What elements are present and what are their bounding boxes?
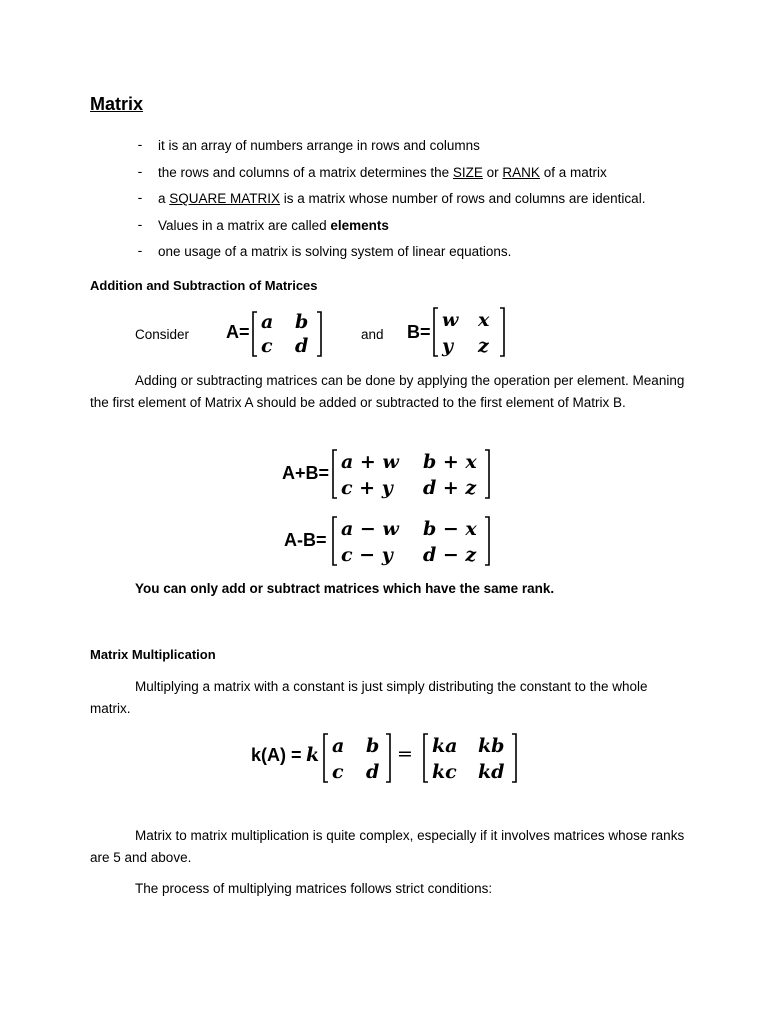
bullet-item <box>135 216 735 243</box>
bullet-text <box>158 136 480 156</box>
bullet-text <box>158 216 389 236</box>
bullet-text-segment: it is an array of numbers arrange in rows and columns <box>158 138 480 153</box>
consider-label: Consider <box>135 327 190 342</box>
matrix-cell: x <box>478 309 490 331</box>
sum-label: A+B= <box>282 463 330 483</box>
bullet-item <box>135 136 735 163</box>
scalar-k: k <box>306 744 320 766</box>
difference-label: A-B= <box>284 530 327 550</box>
right-bracket <box>317 312 321 356</box>
bullet-marker: - <box>137 242 143 259</box>
matrix-cell: b − x <box>423 518 477 540</box>
matrix-cell: c + y <box>341 477 393 499</box>
bullet-marker: - <box>137 136 143 152</box>
bullet-text-segment: or <box>482 164 503 180</box>
left-bracket <box>424 734 428 782</box>
matrix-cell: y <box>442 335 454 357</box>
matrix-cell: d <box>366 761 380 783</box>
bullet-marker: - <box>137 215 143 232</box>
bullet-text <box>158 242 511 262</box>
matrix-cell: a <box>332 735 345 757</box>
bullet-text <box>158 189 645 209</box>
bullet-list <box>135 136 735 269</box>
difference-matrix <box>331 515 491 567</box>
matrix-cell: kd <box>478 761 505 783</box>
matrix-cell: d <box>295 335 309 357</box>
matrix-cell: ka <box>432 735 458 757</box>
matrix-cell: a <box>261 311 274 333</box>
matrix-cell: b <box>366 735 380 757</box>
bullet-text-segment: one usage of a matrix is solving system of linear equations. <box>158 244 512 260</box>
scalar-label: k(A) = <box>251 745 302 765</box>
matrix-b <box>432 306 506 358</box>
matrix-cell: w <box>442 309 459 331</box>
page-title: Matrix <box>90 94 144 114</box>
matrix-multiplication-text: Matrix to matrix multiplication is quite complex, especially if it involves matrices whose ranks are 5 and above. <box>90 828 685 865</box>
conditions-intro: The process of multiplying matrices follows strict conditions: <box>135 881 493 896</box>
bullet-marker: - <box>137 162 143 179</box>
underlined-term: SIZE <box>452 164 483 180</box>
left-bracket <box>333 450 337 498</box>
scalar-multiplication-text: Multiplying a matrix with a constant is just simply distributing the constant to the whole matrix. <box>90 679 648 716</box>
equals-sign: = <box>397 743 413 765</box>
bullet-text-segment: Values in a matrix are called <box>158 217 331 233</box>
section-heading-addition-subtraction: Addition and Subtraction of Matrices <box>90 278 318 293</box>
matrix-cell: b + x <box>423 451 477 473</box>
matrix-cell: d + z <box>423 477 477 499</box>
bullet-text-segment: a <box>158 191 170 207</box>
matrix-cell: c − y <box>341 544 393 566</box>
right-bracket <box>386 734 390 782</box>
sum-matrix <box>331 448 491 500</box>
bullet-text-segment: is a matrix whose number of rows and columns are identical. <box>280 191 646 207</box>
matrix-cell: b <box>295 311 309 333</box>
underlined-term: RANK <box>502 164 540 180</box>
left-bracket <box>434 308 438 356</box>
matrix-cell: kb <box>478 735 505 757</box>
matrix-cell: d − z <box>423 544 477 566</box>
bullet-marker: - <box>137 189 143 206</box>
bullet-item <box>135 163 735 190</box>
addition-explanation <box>90 370 690 413</box>
addition-explanation-text: Adding or subtracting matrices can be done by applying the operation per element. Meaning the first element of Matrix A should be added or subtracted to the first element of Matrix B. <box>90 373 685 410</box>
matrix-cell: c <box>261 335 273 357</box>
matrix-multiplication-explanation <box>90 825 690 868</box>
bullet-text-segment: of a matrix <box>539 164 607 180</box>
underlined-term: SQUARE MATRIX <box>169 191 281 207</box>
matrix-cell: c <box>332 761 344 783</box>
left-bracket <box>333 517 337 565</box>
scalar-matrix <box>322 732 392 784</box>
bold-term: elements <box>330 217 389 233</box>
right-bracket <box>485 450 489 498</box>
matrix-cell: a + w <box>341 451 399 473</box>
bullet-text <box>158 163 607 183</box>
matrix-cell: z <box>478 335 489 357</box>
matrix-a <box>251 310 323 358</box>
left-bracket <box>253 312 257 356</box>
matrix-cell: kc <box>432 761 457 783</box>
matrix-b-label: B= <box>407 322 431 342</box>
same-rank-note: You can only add or subtract matrices which have the same rank. <box>135 581 555 596</box>
section-heading-multiplication: Matrix Multiplication <box>90 647 216 662</box>
matrix-cell: a − w <box>341 518 399 540</box>
right-bracket <box>512 734 516 782</box>
result-matrix <box>422 732 518 784</box>
bullet-item <box>135 189 735 216</box>
scalar-multiplication-explanation <box>90 676 690 719</box>
matrix-a-label: A= <box>226 322 250 342</box>
and-label: and <box>361 327 384 342</box>
bullet-item <box>135 242 735 269</box>
right-bracket <box>500 308 504 356</box>
bullet-text-segment: the rows and columns of a matrix determines the <box>158 164 453 180</box>
right-bracket <box>485 517 489 565</box>
left-bracket <box>324 734 328 782</box>
